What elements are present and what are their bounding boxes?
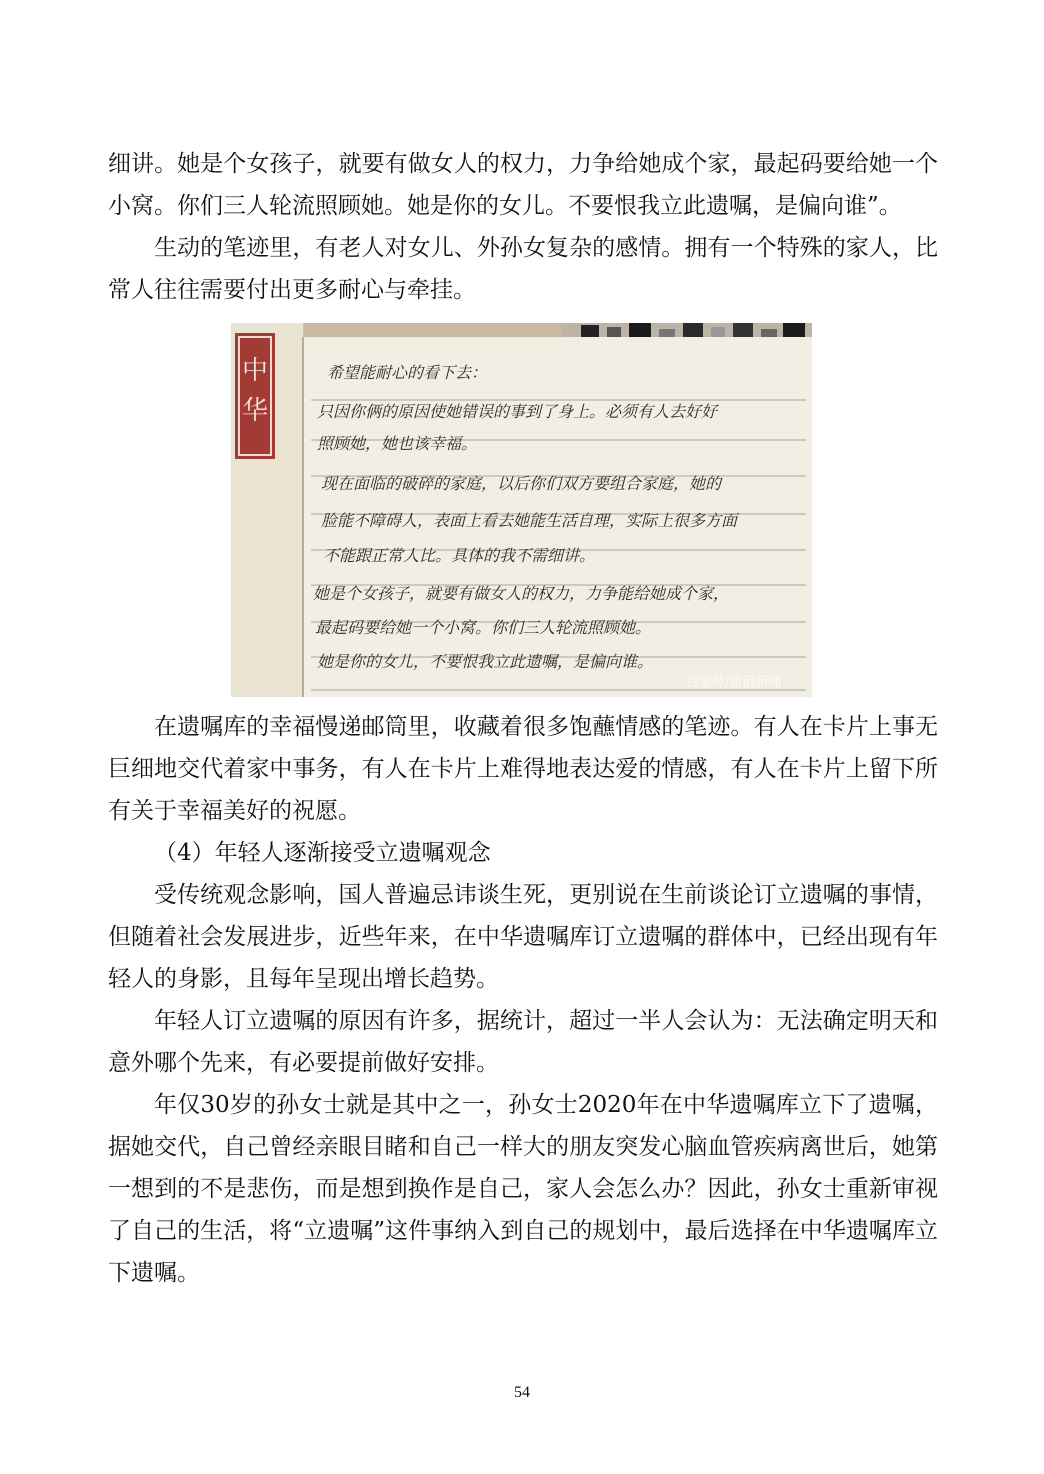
paragraph: 年轻人订立遗嘱的原因有许多，据统计，超过一半人会认为：无法确定明天和意外哪个先来，有必要提前做好安排。 bbox=[108, 1008, 938, 1076]
handwriting-line: 脸能不障碍人，表面上看去她能生活自理，实际上很多方面 bbox=[321, 511, 738, 530]
handwriting-line: 现在面临的破碎的家庭，以后你们双方要组合家庭，她的 bbox=[321, 474, 722, 493]
handwriting-line: 她是你的女儿，不要恨我立此遗嘱，是偏向谁。 bbox=[317, 652, 654, 671]
handwritten-note-photo bbox=[231, 323, 812, 697]
paragraph: 受传统观念影响，国人普遍忌讳谈生死，更别说在生前谈论订立遗嘱的事情，但随着社会发展进步，近些年来，在中华遗嘱库订立遗嘱的群体中，已经出现有年轻人的身影，且每年呈现出增长趋势。 bbox=[108, 882, 938, 992]
handwriting-line: 只因你俩的原因使她错误的事到了身上。必须有人去好好 bbox=[317, 402, 718, 421]
handwriting-line: 不能跟正常人比。具体的我不需细讲。 bbox=[323, 546, 596, 565]
text-block-top bbox=[108, 143, 938, 311]
handwriting-line: 照顾她，她也该幸福。 bbox=[317, 434, 478, 453]
paragraph: 年仅30岁的孙女士就是其中之一，孙女士2020年在中华遗嘱库立下了遗嘱，据她交代，自己曾经亲眼目睹和自己一样大的朋友突发心脑血管疾病离世后，她第一想到的不是悲伤，而是想到换作是自己，家人会怎么办？因此，孙女士重新审视了自己的生活，将“立遗嘱”这件事纳入到自己的规划中，最后选择在中华遗嘱库立下遗嘱。 bbox=[108, 1092, 938, 1286]
page-number: 54 bbox=[514, 1384, 530, 1401]
svg-text:华: 华 bbox=[241, 396, 269, 426]
paragraph: 细讲。她是个女孩子，就要有做女人的权力，力争给她成个家，最起码要给她一个小窝。你们三人轮流照顾她。她是你的女儿。不要恨我立此遗嘱，是偏向谁”。 bbox=[108, 151, 938, 219]
paragraph: 生动的笔迹里，有老人对女儿、外孙女复杂的感情。拥有一个特殊的家人，比常人往往需要付出更多耐心与牵挂。 bbox=[108, 235, 938, 303]
paragraph: 在遗嘱库的幸福慢递邮筒里，收藏着很多饱蘸情感的笔迹。有人在卡片上事无巨细地交代着家中事务，有人在卡片上难得地表达爱的情感，有人在卡片上留下所有关于幸福美好的祝愿。 bbox=[108, 714, 938, 824]
handwriting-line: 最起码要给她一个小窝。你们三人轮流照顾她。 bbox=[315, 618, 652, 637]
handwriting-line: 她是个女孩子，就要有做女人的权力，力争能给她成个家， bbox=[313, 584, 730, 603]
text-block-bottom bbox=[108, 706, 938, 1294]
svg-text:中: 中 bbox=[241, 356, 269, 386]
photo-watermark: 百家号/新浪新闻 bbox=[686, 675, 782, 690]
section-heading: （4）年轻人逐渐接受立遗嘱观念 bbox=[154, 840, 491, 866]
handwriting-line: 希望能耐心的看下去： bbox=[327, 363, 488, 382]
